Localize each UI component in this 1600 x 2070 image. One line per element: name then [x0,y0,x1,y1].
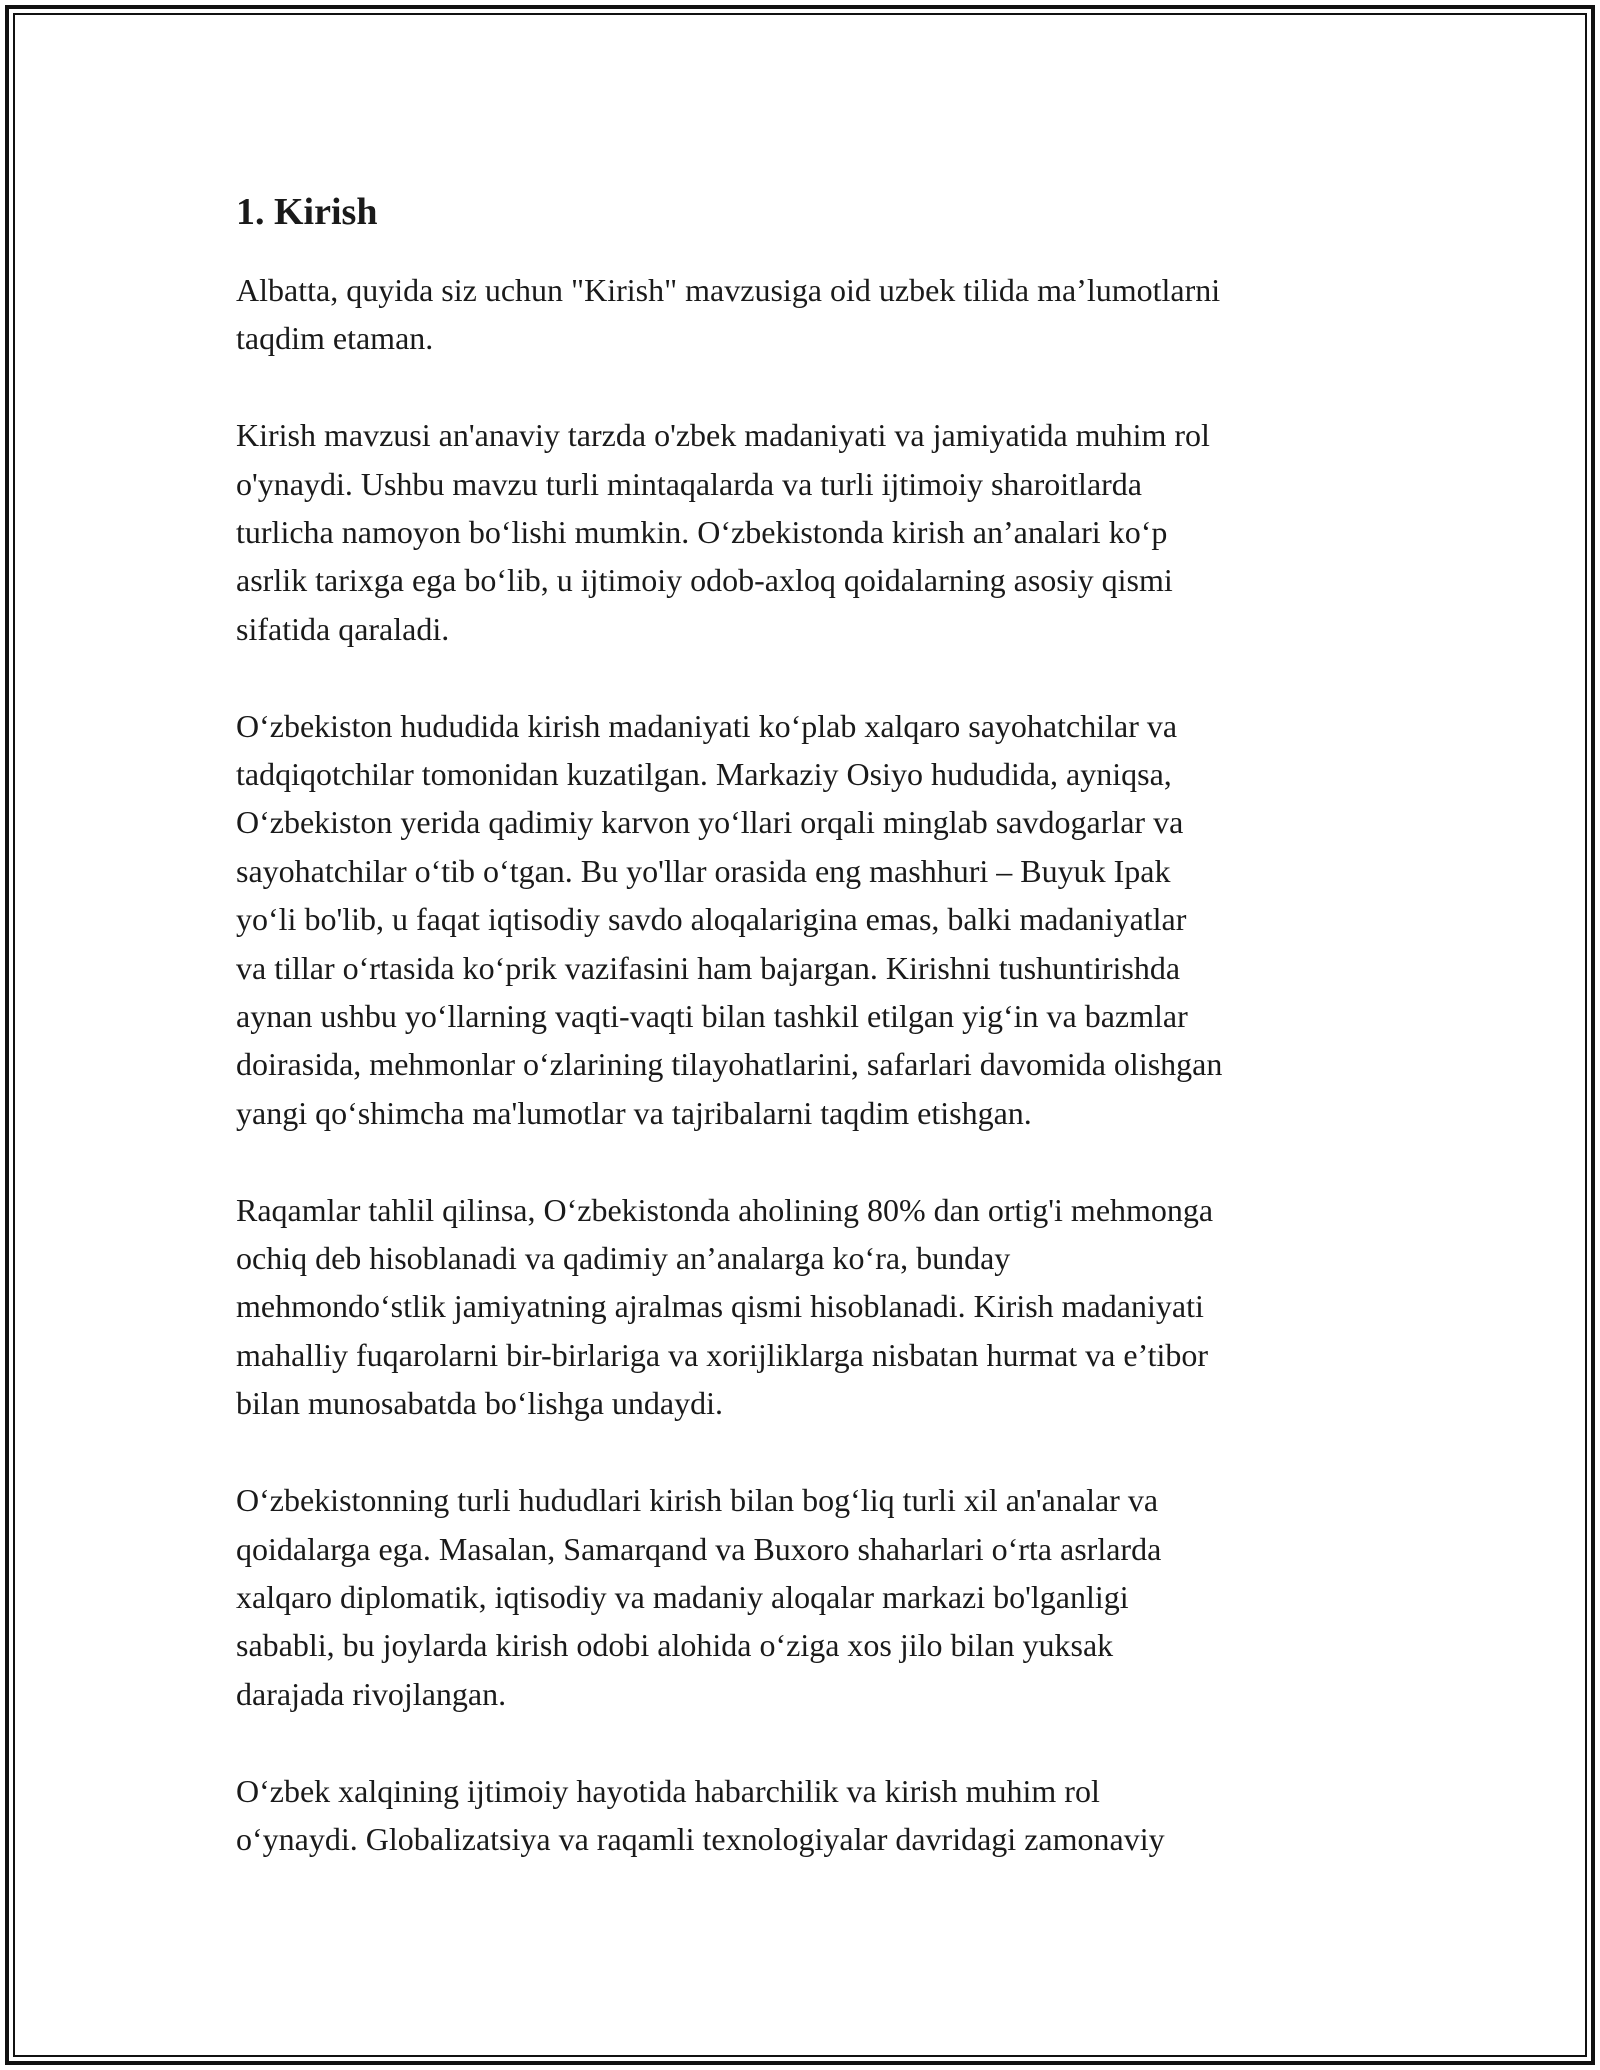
paragraph-line: yangi qoʻshimcha ma'lumotlar va tajribalarni taqdim etishgan. [236,1094,1032,1131]
paragraph [236,1186,1386,1428]
paragraph-line: va tillar oʻrtasida koʻprik vazifasini ham bajargan. Kirishni tushuntirishda [236,949,1181,986]
paragraph-line: Oʻzbekistonning turli hududlari kirish bilan bogʻliq turli xil an'analar va [236,1482,1159,1519]
paragraph [236,1767,1386,1864]
paragraph-line: yoʻli bo'lib, u faqat iqtisodiy savdo aloqalarigina emas, balki madaniyatlar [236,901,1187,938]
paragraph-line: mahalliy fuqarolarni bir-birlariga va xorijliklarga nisbatan hurmat va e’tibor [236,1336,1209,1373]
paragraph-line: tadqiqotchilar tomonidan kuzatilgan. Markaziy Osiyo hududida, ayniqsa, [236,756,1172,793]
paragraph [236,266,1386,363]
paragraph-line: ochiq deb hisoblanadi va qadimiy an’analarga koʻra, bunday [236,1240,1011,1277]
paragraph-line: sifatida qaraladi. [236,610,450,647]
paragraph-line: Oʻzbekiston yerida qadimiy karvon yoʻllari orqali minglab savdogarlar va [236,804,1184,841]
paragraph [236,702,1386,1138]
paragraph-line: darajada rivojlangan. [236,1675,507,1712]
paragraph-line: Oʻzbek xalqining ijtimoiy hayotida habarchilik va kirish muhim rol [236,1772,1100,1809]
paragraph-line: mehmondoʻstlik jamiyatning ajralmas qismi hisoblanadi. Kirish madaniyati [236,1288,1204,1325]
paragraph-line: sababli, bu joylarda kirish odobi alohida oʻziga xos jilo bilan yuksak [236,1627,1114,1664]
paragraph-line: o'ynaydi. Ushbu mavzu turli mintaqalarda va turli ijtimoiy sharoitlarda [236,465,1142,502]
paragraph-line: Kirish mavzusi an'anaviy tarzda o'zbek madaniyati va jamiyatida muhim rol [236,417,1210,454]
section-heading: 1. Kirish [236,191,378,233]
paragraph [236,1476,1386,1718]
paragraph-line: aynan ushbu yoʻllarning vaqti-vaqti bilan tashkil etilgan yigʻin va bazmlar [236,998,1188,1035]
document-body [236,188,1386,1912]
paragraph-line: xalqaro diplomatik, iqtisodiy va madaniy aloqalar markazi bo'lganligi [236,1578,1129,1615]
paragraph-line: doirasida, mehmonlar oʻzlarining tilayohatlarini, safarlari davomida olishgan [236,1046,1223,1083]
paragraph-line: Oʻzbekiston hududida kirish madaniyati koʻplab xalqaro sayohatchilar va [236,707,1178,744]
paragraph-line: oʻynaydi. Globalizatsiya va raqamli texnologiyalar davridagi zamonaviy [236,1820,1165,1857]
paragraph-line: bilan munosabatda boʻlishga undaydi. [236,1385,724,1422]
paragraph-line: turlicha namoyon boʻlishi mumkin. Oʻzbekistonda kirish an’analari koʻp [236,514,1168,551]
paragraph-line: qoidalarga ega. Masalan, Samarqand va Buxoro shaharlari oʻrta asrlarda [236,1530,1162,1567]
paragraph-line: sayohatchilar oʻtib oʻtgan. Bu yo'llar orasida eng mashhuri – Buyuk Ipak [236,852,1171,889]
paragraph-line: taqdim etaman. [236,320,434,357]
paragraph-list [236,266,1386,1863]
paragraph-line: Raqamlar tahlil qilinsa, Oʻzbekistonda aholining 80% dan ortig'i mehmonga [236,1191,1214,1228]
paragraph [236,411,1386,653]
paragraph-line: Albatta, quyida siz uchun "Kirish" mavzusiga oid uzbek tilida ma’lumotlarni [236,272,1221,308]
paragraph-line: asrlik tarixga ega boʻlib, u ijtimoiy odob-axloq qoidalarning asosiy qismi [236,562,1173,599]
